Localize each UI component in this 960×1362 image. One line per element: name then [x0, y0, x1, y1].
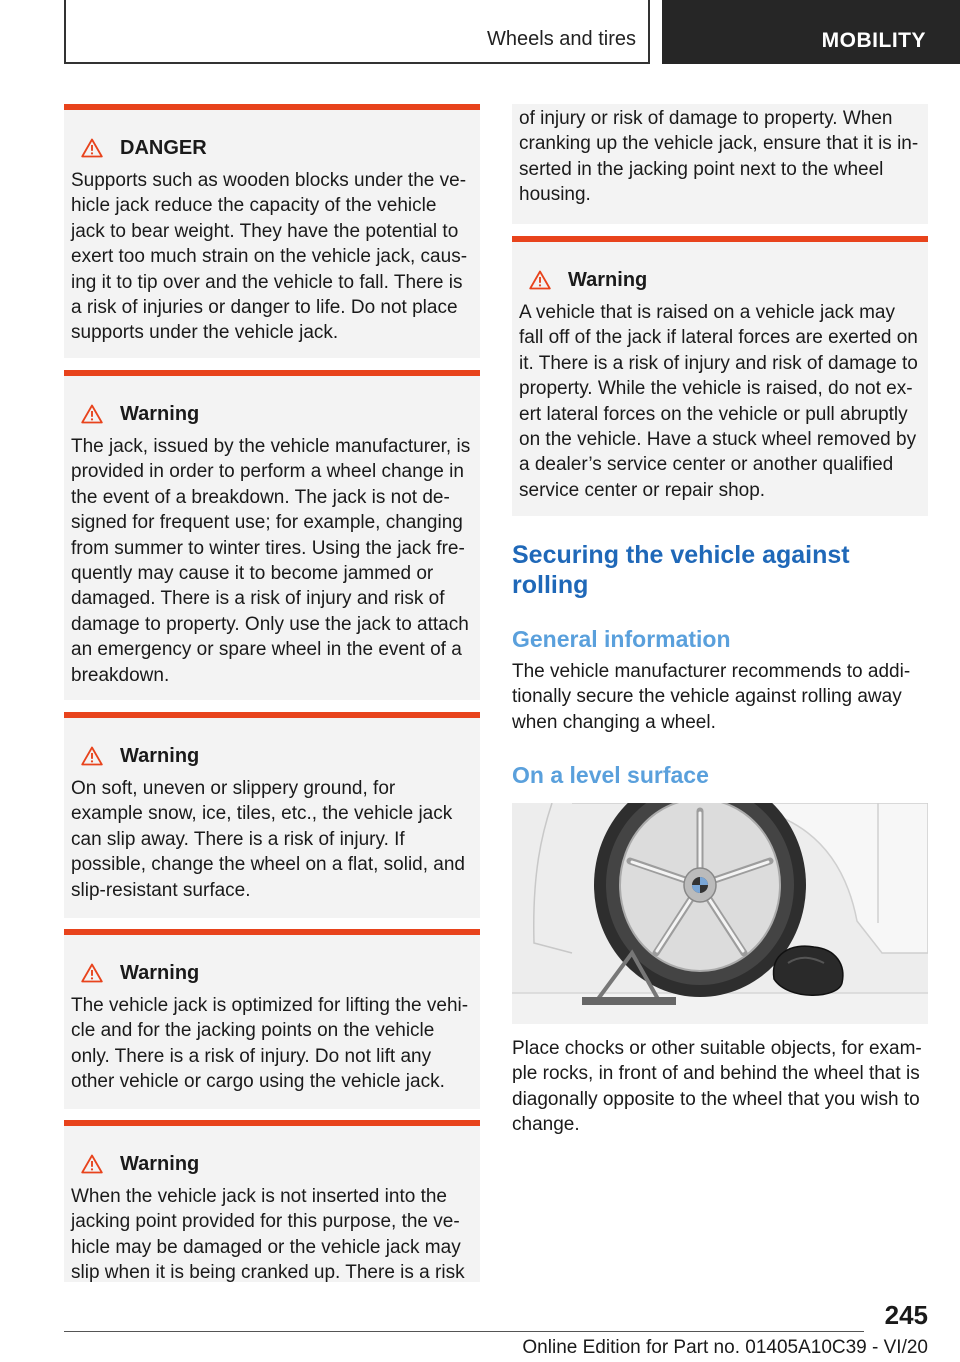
- warning-box-jack-usage: [64, 370, 480, 700]
- warning-label: Warning: [120, 402, 200, 425]
- warning-triangle-icon: [81, 963, 103, 983]
- warning-triangle-icon: [529, 270, 551, 290]
- warning-triangle-icon: [81, 1154, 103, 1174]
- warning-label: Warning: [120, 961, 200, 984]
- warning-box-continuation: [512, 104, 928, 224]
- header-section-title: Wheels and tires: [487, 28, 636, 50]
- figure-caption: Place chocks or other suitable objects, for example rocks, in front of and behind the wheel that is diagonally opposite to the wheel that you wish to change.: [512, 1038, 922, 1136]
- footer-rule: [64, 1331, 864, 1332]
- wheel-chock-illustration: [512, 803, 928, 1024]
- warning-text: When the vehicle jack is not inserted into the jacking point provided for this purpose, the vehicle may be damaged or the vehicle jack may slip when it is being cranked up. There is a risk: [71, 1186, 465, 1284]
- section-heading: Securing the vehicle against rolling: [512, 541, 850, 599]
- warning-box-jacking-point: [64, 1120, 480, 1282]
- warning-continuation-text: of injury or risk of damage to property. When cranking up the vehicle jack, ensure that it is inserted in the jacking point next to the wheel housing.: [519, 108, 919, 206]
- warning-box-title: [81, 400, 472, 428]
- header-chapter-label: MOBILITY: [821, 29, 926, 52]
- warning-text: On soft, uneven or slippery ground, for example snow, ice, tiles, etc., the vehicle jack can slip away. There is a risk of injury. If possible, change the wheel on a flat, solid, and slip-resistant surface.: [71, 778, 465, 901]
- footer-edition: Online Edition for Part no. 01405A10C39 - VI/20: [522, 1337, 928, 1358]
- header-separator: [648, 0, 650, 64]
- header-chapter-tab: [662, 0, 960, 64]
- warning-triangle-icon: [81, 138, 103, 158]
- warning-box-title: [81, 742, 472, 770]
- warning-label: Warning: [120, 744, 200, 767]
- danger-text: Supports such as wooden blocks under the vehicle jack reduce the capacity of the vehicle jack to bear weight. They have the potential to exert too much strain on the vehicle jack, causing it to tip over and the vehicle to fall. There is a risk of injuries or danger to life. Do not place supports under the vehicle jack.: [71, 170, 468, 344]
- warning-box-lateral-forces: [512, 236, 928, 516]
- warning-text: The jack, issued by the vehicle manufacturer, is provided in order to perform a wheel change in the event of a breakdown. The jack is not designed for frequent use; for example, changing from summer to winter tires. Using the jack frequently may cause it to become jammed or damaged. There is a risk of injury and risk of damage to property. Only use the jack to attach an emergency or spare wheel in the event of a breakdown.: [71, 436, 471, 686]
- danger-box: [64, 104, 480, 358]
- warning-box-title: [529, 266, 920, 294]
- warning-label: Warning: [120, 1152, 200, 1175]
- wheel-illustration-svg: [512, 803, 928, 1024]
- warning-triangle-icon: [81, 404, 103, 424]
- danger-box-title: [81, 134, 472, 162]
- warning-box-title: [81, 1150, 472, 1178]
- subheading-level-surface: On a level surface: [512, 762, 709, 788]
- danger-label: DANGER: [120, 136, 207, 159]
- warning-box-lifting: [64, 929, 480, 1109]
- warning-box-ground: [64, 712, 480, 918]
- warning-triangle-icon: [81, 746, 103, 766]
- header-left-rule: [64, 0, 66, 64]
- warning-box-title: [81, 959, 472, 987]
- warning-label: Warning: [568, 268, 648, 291]
- page-number: 245: [884, 1300, 928, 1330]
- warning-text: A vehicle that is raised on a vehicle jack may fall off of the jack if lateral forces are exerted on it. There is a risk of injury and risk of damage to property. While the vehicle is raised, do not exert lateral forces on the vehicle or pull abruptly on the vehicle. Have a stuck wheel removed by a dealer’s service center or another qualified service center or repair shop.: [519, 302, 918, 501]
- header-bottom-rule: [64, 62, 650, 64]
- warning-text: The vehicle jack is optimized for lifting the vehicle and for the jacking points on the vehicle only. There is a risk of injury. Do not lift any other vehicle or cargo using the vehicle jack.: [71, 995, 469, 1093]
- subheading-general-information: General information: [512, 626, 731, 652]
- general-information-text: The vehicle manufacturer recommends to additionally secure the vehicle against rolling away when changing a wheel.: [512, 661, 911, 733]
